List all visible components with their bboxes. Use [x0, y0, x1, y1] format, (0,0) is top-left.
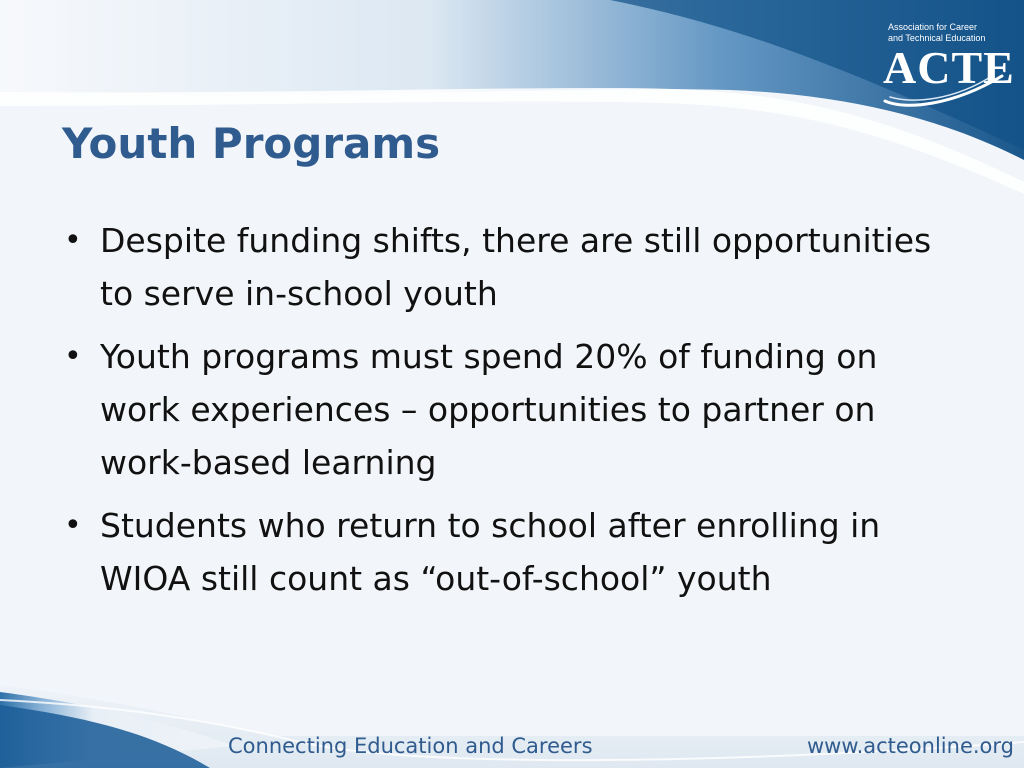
bullet-list — [54, 214, 954, 615]
footer-tagline: Connecting Education and Careers — [228, 734, 593, 758]
bullet-text-2: Youth programs must spend 20% of funding on work experiences – opportunities to partner on work-based learning — [100, 337, 878, 482]
bullet-text-3: Students who return to school after enrolling in WIOA still count as “out-of-school” youth — [100, 506, 881, 598]
slide-title: Youth Programs — [62, 119, 441, 168]
slide-footer — [0, 724, 1024, 768]
bullet-item-2 — [54, 330, 954, 489]
logo-association-line-2: and Technical Education — [888, 33, 986, 43]
bullet-item-3 — [54, 499, 954, 605]
logo-wordmark: ACTE — [883, 42, 1015, 93]
bullet-text-1: Despite funding shifts, there are still opportunities to serve in-school youth — [100, 221, 932, 313]
acte-logo — [880, 18, 1015, 110]
bullet-marker-icon: • — [64, 339, 82, 374]
logo-association-line-1: Association for Career — [888, 22, 978, 32]
footer-website-link[interactable]: www.acteonline.org — [806, 734, 1014, 758]
bullet-marker-icon: • — [64, 508, 82, 543]
bullet-marker-icon: • — [64, 223, 82, 258]
bullet-item-1 — [54, 214, 954, 320]
